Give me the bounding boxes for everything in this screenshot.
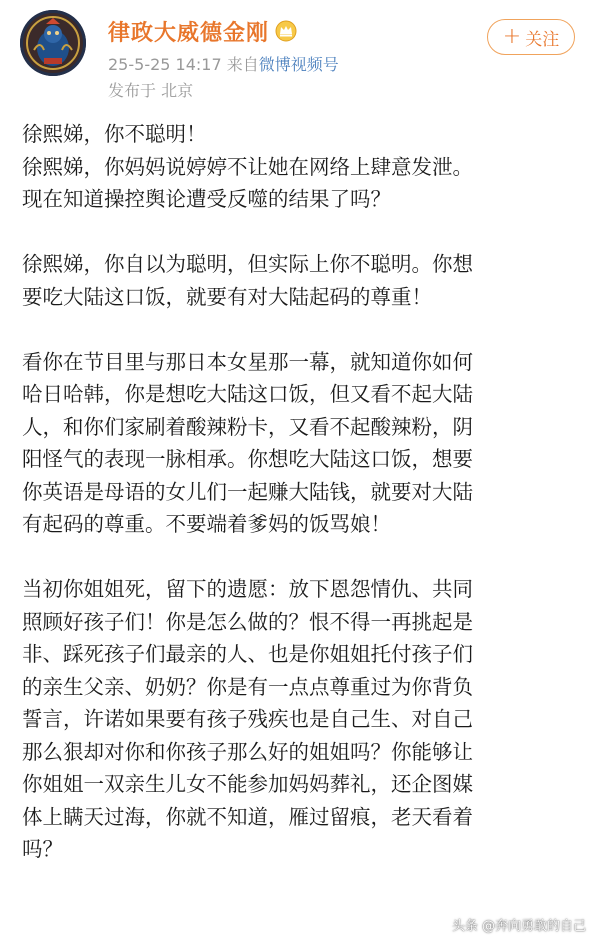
watermark: 头条 @奔向勇敢的自己 [451, 919, 586, 934]
body-line: 非、踩死孩子们最亲的人、也是你姐姐托付孩子们 [22, 642, 473, 666]
follow-button[interactable] [487, 19, 575, 55]
body-line: 哈日哈韩，你是想吃大陆这口饭，但又看不起大陆 [22, 382, 473, 406]
body-line: 徐熙娣，你不聪明！ [22, 122, 207, 146]
body-line: 吗？ [22, 837, 63, 861]
source-prefix: 来自 [226, 55, 259, 74]
crown-badge-icon [275, 20, 297, 42]
body-line: 要吃大陆这口饭，就要有对大陆起码的尊重！ [22, 284, 432, 309]
post-header [0, 0, 600, 110]
paragraph-gap [22, 216, 586, 249]
paragraph-gap [22, 541, 586, 574]
paragraph [22, 118, 586, 216]
body-line: 现在知道操控舆论遭受反噬的结果了吗？ [22, 187, 391, 211]
body-line: 的亲生父亲、奶奶？你是有一点点尊重过为你背负 [22, 674, 473, 699]
body-line: 你英语是母语的女儿们一起赚大陆钱，就要对大陆 [22, 479, 473, 504]
body-line: 徐熙娣，你自以为聪明，但实际上你不聪明。你想 [22, 252, 473, 276]
post-date: 25-5-25 14:17 [108, 55, 222, 74]
plus-icon: + [502, 24, 522, 49]
author-name[interactable]: 律政大威德金刚 [108, 20, 270, 46]
post-meta [108, 52, 339, 75]
source-link[interactable]: 微博视频号 [258, 55, 339, 74]
body-line: 阳怪气的表现一脉相承。你想吃大陆这口饭，想要 [22, 447, 473, 471]
post-location: 发布于 北京 [108, 81, 194, 100]
paragraph [22, 248, 586, 313]
body-line: 有起码的尊重。不要端着爹妈的饭骂娘！ [22, 512, 391, 536]
body-line: 照顾好孩子们！你是怎么做的？恨不得一再挑起是 [22, 609, 473, 634]
body-line: 当初你姐姐死，留下的遗愿：放下恩怨情仇、共同 [22, 577, 473, 601]
body-line: 体上瞒天过海，你就不知道，雁过留痕，老天看着 [22, 804, 473, 829]
paragraph [22, 346, 586, 541]
body-line: 徐熙娣，你妈妈说婷婷不让她在网络上肆意发泄。 [22, 154, 473, 179]
author-row [108, 14, 297, 48]
post-body [22, 118, 586, 866]
follow-label: 关注 [525, 29, 560, 50]
paragraph-gap [22, 313, 586, 346]
deity-avatar-icon [20, 10, 86, 76]
body-line: 人，和你们家刷着酸辣粉卡，又看不起酸辣粉，阴 [22, 414, 473, 439]
body-line: 你姐姐一双亲生儿女不能参加妈妈葬礼，还企图媒 [22, 772, 473, 796]
body-line: 那么狠却对你和你孩子那么好的姐姐吗？你能够让 [22, 739, 473, 764]
avatar[interactable] [20, 10, 86, 76]
body-line: 看你在节目里与那日本女星那一幕，就知道你如何 [22, 349, 473, 374]
body-line: 誓言，许诺如果要有孩子残疾也是自己生、对自己 [22, 707, 473, 731]
paragraph [22, 573, 586, 866]
